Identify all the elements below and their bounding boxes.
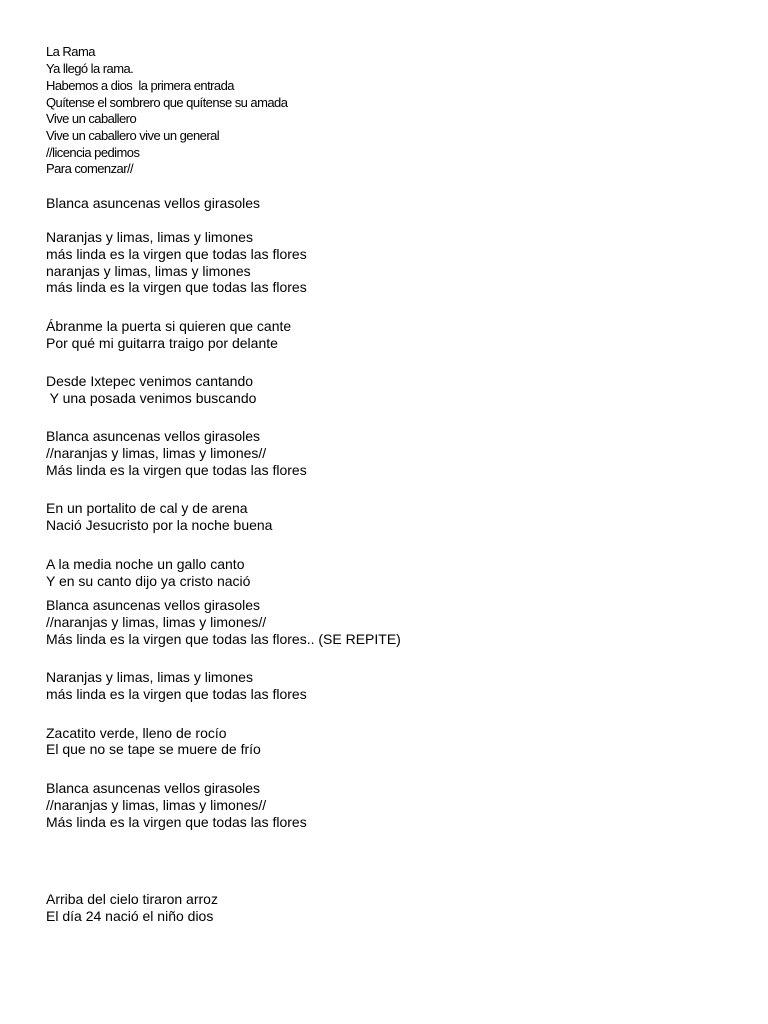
verse-line: Naranjas y limas, limas y limones — [46, 229, 253, 245]
verse-line: Y una posada venimos buscando — [46, 390, 257, 406]
verse-line: Más linda es la virgen que todas las flores.. (SE REPITE) — [46, 631, 401, 647]
verse-line: En un portalito de cal y de arena — [46, 500, 248, 516]
intro-line: Vive un caballero — [46, 111, 137, 126]
intro-line: Vive un caballero vive un general — [46, 128, 220, 143]
song-title: La Rama — [46, 44, 95, 59]
intro-line: Habemos a dios la primera entrada — [46, 78, 234, 93]
verse-line: Ábranme la puerta si quieren que cante — [46, 318, 292, 334]
verse-line: Más linda es la virgen que todas las flores — [46, 462, 307, 478]
verse-line: Blanca asuncenas vellos girasoles — [46, 780, 261, 796]
verse-line: más linda es la virgen que todas las flores — [46, 246, 307, 262]
intro-line: Quítense el sombrero que quítense su amada — [46, 95, 288, 110]
verse-line: Y en su canto dijo ya cristo nació — [46, 573, 251, 589]
verse-line: El que no se tape se muere de frío — [46, 741, 261, 757]
verse-line: A la media noche un gallo canto — [46, 556, 245, 572]
verse-line: Zacatito verde, lleno de rocío — [46, 725, 227, 741]
verse-line: Nació Jesucristo por la noche buena — [46, 517, 273, 533]
verse-line: //naranjas y limas, limas y limones// — [46, 797, 267, 813]
verse-line: Desde Ixtepec venimos cantando — [46, 373, 254, 389]
verse-line: Blanca asuncenas vellos girasoles — [46, 597, 261, 613]
verse-line: //naranjas y limas, limas y limones// — [46, 445, 267, 461]
verse-line: Más linda es la virgen que todas las flores — [46, 814, 307, 830]
verse-line: naranjas y limas, limas y limones — [46, 263, 251, 279]
verse-line: //naranjas y limas, limas y limones// — [46, 614, 267, 630]
verse-line: Blanca asuncenas vellos girasoles — [46, 428, 261, 444]
verse-line: Blanca asuncenas vellos girasoles — [46, 195, 261, 211]
verse-line: más linda es la virgen que todas las flores — [46, 279, 307, 295]
verse-line: Arriba del cielo tiraron arroz — [46, 891, 218, 907]
verse-line: El día 24 nació el niño dios — [46, 908, 214, 924]
intro-line: Para comenzar// — [46, 161, 134, 176]
verse-line: Por qué mi guitarra traigo por delante — [46, 335, 278, 351]
intro-line: //licencia pedimos — [46, 145, 140, 160]
verse-line: Naranjas y limas, limas y limones — [46, 669, 253, 685]
verse-line: más linda es la virgen que todas las flores — [46, 686, 307, 702]
intro-line: Ya llegó la rama. — [46, 61, 134, 76]
